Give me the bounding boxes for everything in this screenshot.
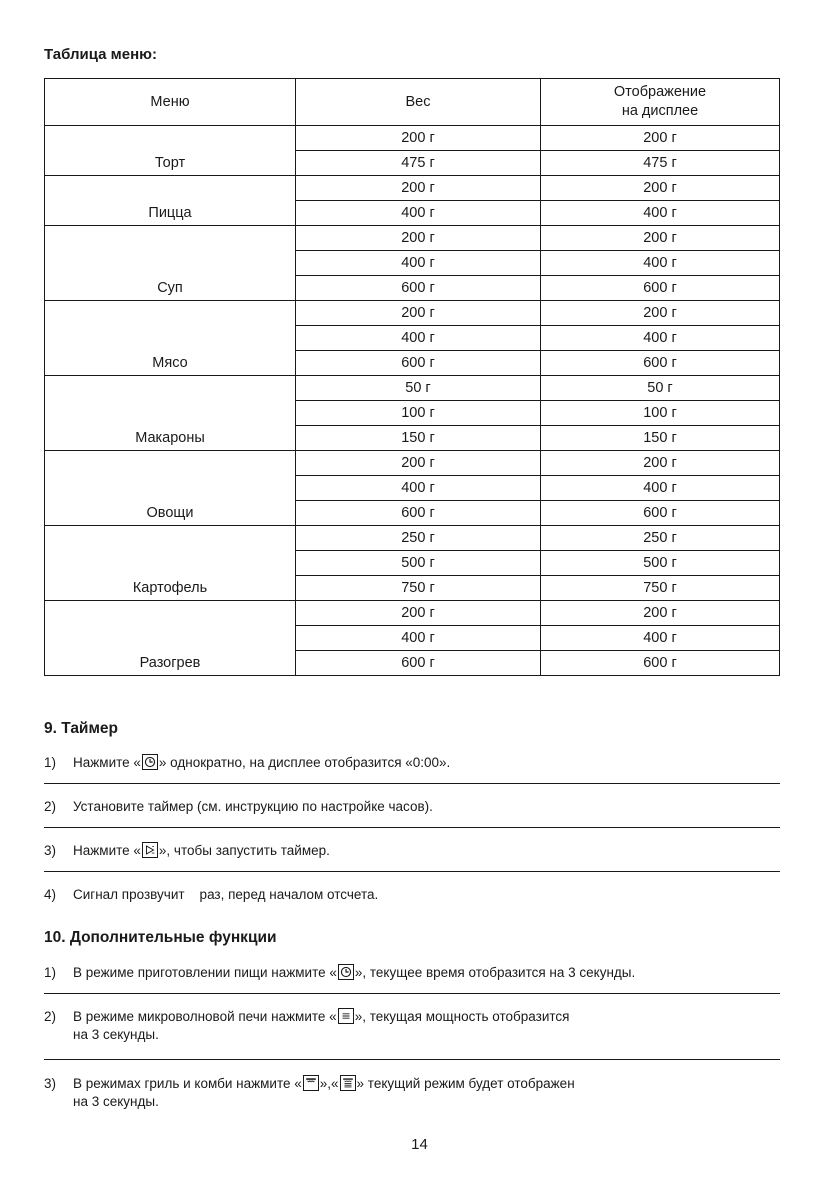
weight-cell: 400 г (296, 201, 541, 226)
menu-item-name: Разогрев (45, 601, 296, 676)
menu-item-name: Пицца (45, 176, 296, 226)
weight-cell: 150 г (296, 426, 541, 451)
header-display-line1: Отображение (613, 84, 707, 100)
display-cell: 200 г (541, 226, 780, 251)
menu-item-name: Суп (45, 226, 296, 301)
weight-cell: 600 г (296, 351, 541, 376)
weight-cell: 200 г (296, 601, 541, 626)
weight-cell: 500 г (296, 551, 541, 576)
divider (44, 871, 780, 872)
divider (44, 993, 780, 994)
weight-cell: 750 г (296, 576, 541, 601)
step-text: Нажмите « (73, 755, 141, 770)
weight-cell: 200 г (296, 451, 541, 476)
display-cell: 600 г (541, 351, 780, 376)
step-text: Установите таймер (см. инструкцию по настройке часов). (73, 799, 433, 814)
step-text: Сигнал прозвучит раз, перед началом отсчета. (73, 887, 379, 902)
menu-item-name: Картофель (45, 526, 296, 601)
step-number: 1) (44, 755, 57, 770)
step-text: В режимах гриль и комби нажмите « (73, 1076, 302, 1091)
grill-icon (303, 1075, 319, 1091)
table-row (45, 451, 780, 476)
header-display (541, 79, 780, 126)
step-number: 2) (44, 799, 57, 814)
display-cell: 400 г (541, 326, 780, 351)
section-additional-heading: 10. Дополнительные функции (44, 929, 277, 946)
section-timer (44, 720, 784, 738)
weight-cell: 400 г (296, 476, 541, 501)
weight-cell: 475 г (296, 151, 541, 176)
menu-table (44, 78, 780, 676)
weight-cell: 200 г (296, 226, 541, 251)
step-text: »,« (319, 1076, 339, 1091)
weight-cell: 200 г (296, 301, 541, 326)
display-cell: 50 г (541, 376, 780, 401)
weight-cell: 200 г (296, 176, 541, 201)
weight-cell: 600 г (296, 276, 541, 301)
table-row (45, 126, 780, 151)
divider (44, 1059, 780, 1060)
step-text: В режиме микроволновой печи нажмите « (73, 1009, 337, 1024)
display-cell: 400 г (541, 251, 780, 276)
clock-icon (142, 754, 158, 770)
display-cell: 200 г (541, 601, 780, 626)
menu-item-name: Макароны (45, 376, 296, 451)
step-text: В режиме приготовлении пищи нажмите « (73, 965, 337, 980)
menu-item-name: Торт (45, 126, 296, 176)
display-cell: 100 г (541, 401, 780, 426)
weight-cell: 250 г (296, 526, 541, 551)
combi-icon (340, 1075, 356, 1091)
menu-item-name: Мясо (45, 301, 296, 376)
display-cell: 400 г (541, 476, 780, 501)
step-number: 1) (44, 965, 57, 980)
step-number: 2) (44, 1009, 57, 1024)
display-cell: 200 г (541, 126, 780, 151)
header-weight: Вес (296, 79, 541, 126)
start-ok-icon (142, 842, 158, 858)
step-number: 3) (44, 843, 57, 858)
display-cell: 250 г (541, 526, 780, 551)
microwave-power-icon (338, 1008, 354, 1024)
display-cell: 400 г (541, 626, 780, 651)
divider (44, 783, 780, 784)
divider (44, 827, 780, 828)
step-text: », чтобы запустить таймер. (158, 843, 330, 858)
table-body (45, 126, 780, 676)
display-cell: 150 г (541, 426, 780, 451)
display-cell: 200 г (541, 176, 780, 201)
header-menu: Меню (45, 79, 296, 126)
display-cell: 475 г (541, 151, 780, 176)
step-text: » однократно, на дисплее отобразится «0:00». (158, 755, 451, 770)
header-display-line2: на дисплее (621, 103, 699, 119)
menu-item-name: Овощи (45, 451, 296, 526)
step-text: », текущее время отобразится на 3 секунды. (354, 965, 636, 980)
display-cell: 750 г (541, 576, 780, 601)
table-row (45, 376, 780, 401)
weight-cell: 600 г (296, 651, 541, 676)
weight-cell: 400 г (296, 626, 541, 651)
table-header-row (45, 79, 780, 126)
page-title: Таблица меню: (44, 46, 157, 63)
table-row (45, 176, 780, 201)
table-row (45, 301, 780, 326)
step-text: », текущая мощность отобразится (354, 1009, 570, 1024)
table-row (45, 226, 780, 251)
weight-cell: 100 г (296, 401, 541, 426)
weight-cell: 200 г (296, 126, 541, 151)
weight-cell: 600 г (296, 501, 541, 526)
weight-cell: 400 г (296, 251, 541, 276)
display-cell: 600 г (541, 501, 780, 526)
weight-cell: 400 г (296, 326, 541, 351)
section-additional (44, 929, 784, 947)
step-number: 4) (44, 887, 57, 902)
display-cell: 600 г (541, 651, 780, 676)
display-cell: 400 г (541, 201, 780, 226)
step-text: Нажмите « (73, 843, 141, 858)
step-text: на 3 секунды. (73, 1094, 159, 1109)
weight-cell: 50 г (296, 376, 541, 401)
page-number: 14 (411, 1136, 428, 1153)
display-cell: 200 г (541, 451, 780, 476)
step-text: » текущий режим будет отображен (356, 1076, 575, 1091)
clock-icon (338, 964, 354, 980)
step-text: на 3 секунды. (73, 1027, 159, 1042)
step-number: 3) (44, 1076, 57, 1091)
display-cell: 200 г (541, 301, 780, 326)
section-timer-heading: 9. Таймер (44, 720, 119, 737)
table-row (45, 526, 780, 551)
display-cell: 500 г (541, 551, 780, 576)
table-row (45, 601, 780, 626)
display-cell: 600 г (541, 276, 780, 301)
